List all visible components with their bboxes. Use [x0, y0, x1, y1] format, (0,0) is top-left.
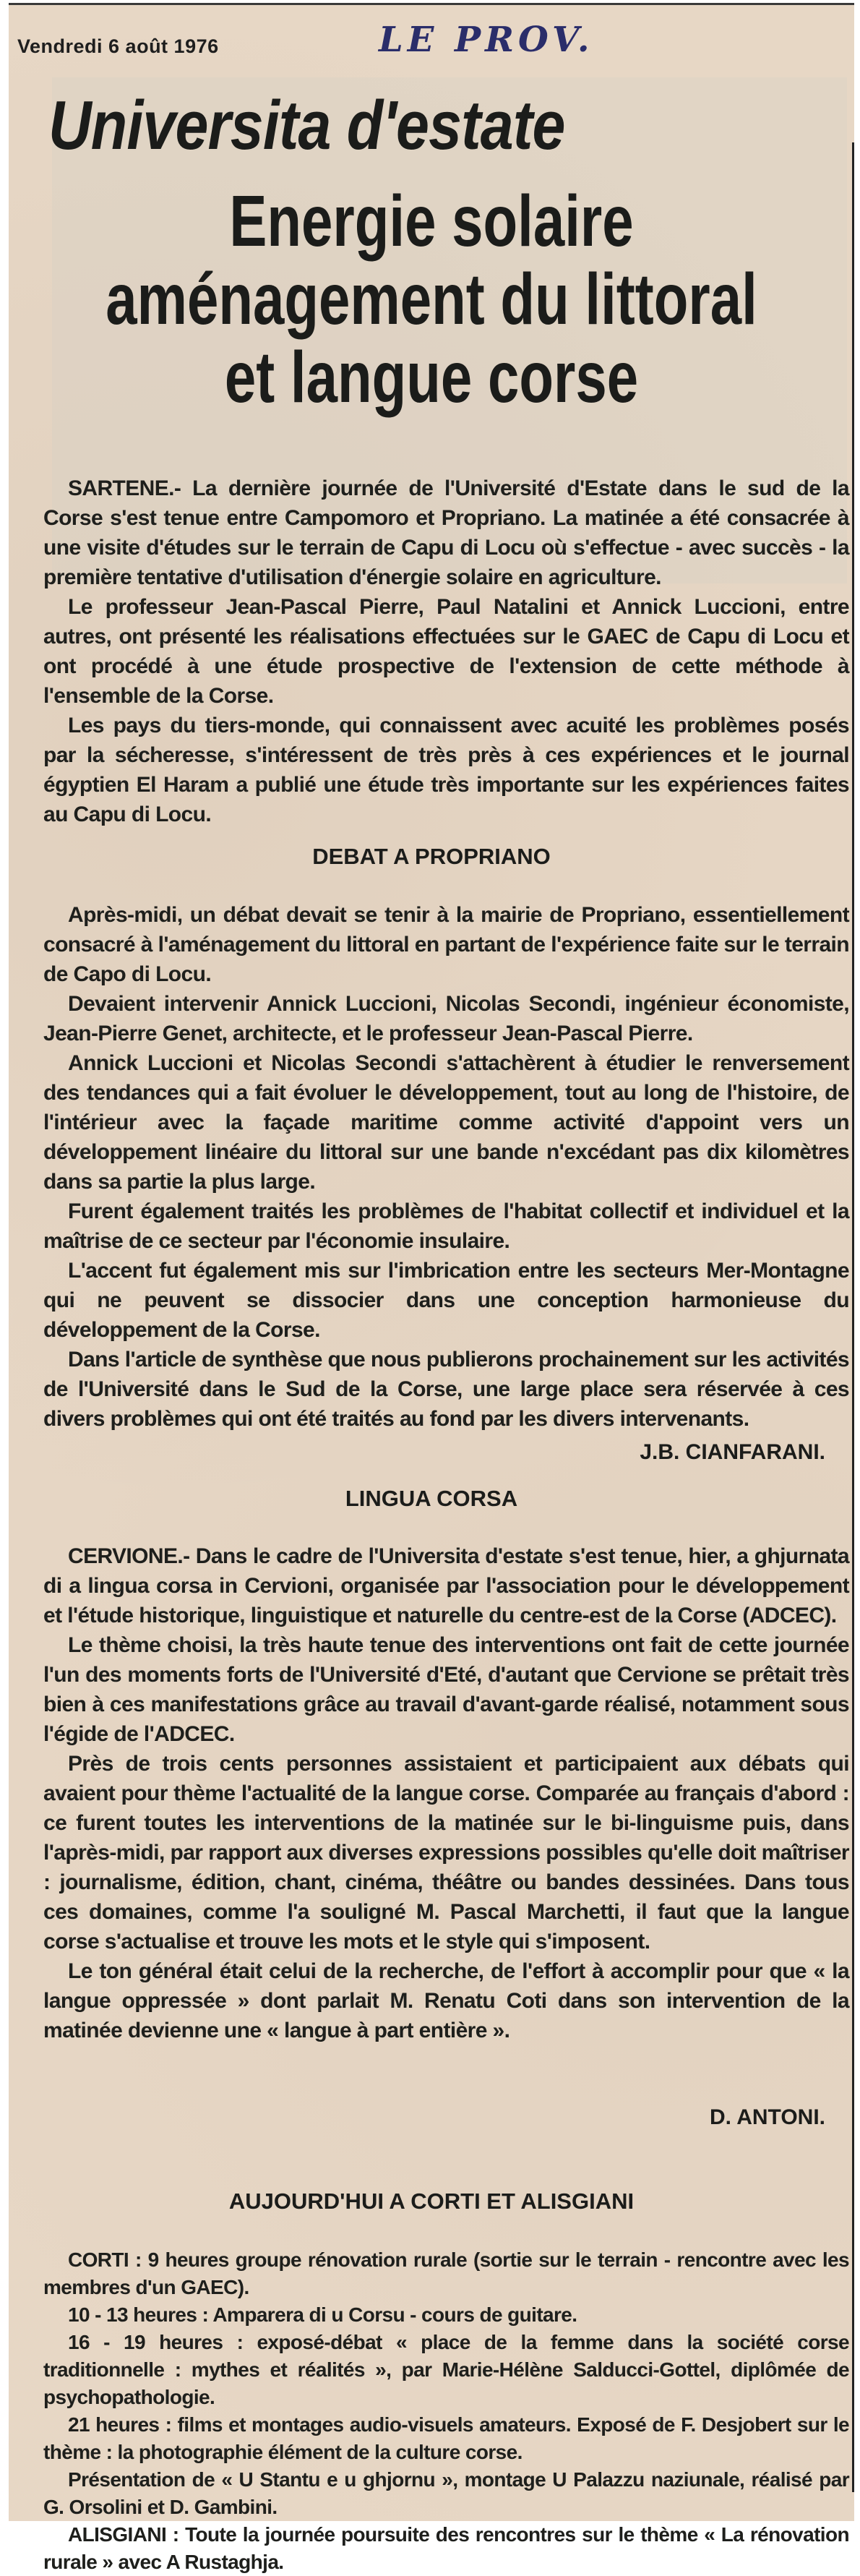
section-programme — [43, 2246, 849, 2576]
handwritten-source-note: LE PROV. — [379, 20, 594, 60]
headline-line: et langue corse — [224, 337, 639, 418]
paragraph: Après-midi, un débat devait se tenir à la mairie de Propriano, essentiellement consacré à l'aménagement du littoral en partant de l'expérience faite sur le terrain de Capo di Locu. — [43, 903, 849, 986]
section-debat — [43, 900, 849, 1434]
signature-antoni: D. ANTONI. — [709, 2105, 825, 2129]
programme-item: 10 - 13 heures : Amparera di u Corsu - cours de guitare. — [68, 2303, 577, 2326]
place-label: ALISGIANI : — [68, 2523, 179, 2546]
place-label: CORTI : — [68, 2248, 142, 2271]
programme-item: 16 - 19 heures : exposé-débat « place de la femme dans la société corse traditionnelle : mythes et réalités », par Marie-Hélène Salducci-Gottel, diplômée de psychopathologie. — [43, 2331, 849, 2408]
programme-item: Présentation de « U Stantu e u ghjornu », montage U Palazzu naziunale, réalisé par G. Orsolini et D. Gambini. — [43, 2468, 849, 2518]
paragraph: Furent également traités les problèmes de l'habitat collectif et individuel et la maîtrise de ce secteur par l'économie insulaire. — [43, 1199, 849, 1253]
headline — [9, 182, 854, 416]
column-rule — [852, 142, 854, 2492]
programme-item: CORTI : 9 heures groupe rénovation rurale (sortie sur le terrain - rencontre avec les membres d'un GAEC). — [43, 2248, 849, 2298]
paragraph: Le thème choisi, la très haute tenue des interventions ont fait de cette journée l'un des moments forts de l'Université d'Eté, d'autant que Cervione se prêtait très bien à ces manifestations grâce au travail d'avant-garde réalisé, notamment sous l'égide de l'ADCEC. — [43, 1633, 849, 1746]
place-label: SARTENE.- — [68, 476, 181, 500]
paragraph: CERVIONE.- Dans le cadre de l'Universita d'estate s'est tenue, hier, a ghjurnata di a lingua corsa in Cervioni, organisée par l'association pour le développement et l'étude historique, linguistique et naturelle du centre-est de la Corse (ADCEC). — [43, 1544, 849, 1627]
kicker-title: Universita d'estate — [48, 87, 565, 164]
paragraph: L'accent fut également mis sur l'imbrication entre les secteurs Mer-Montagne qui ne peuvent se dissocier dans une conception harmonieuse du développement de la Corse. — [43, 1259, 849, 1342]
subheading-programme: AUJOURD'HUI A CORTI ET ALISGIANI — [228, 2188, 635, 2214]
headline-line: aménagement du littoral — [106, 259, 757, 340]
programme-item: 21 heures : films et montages audio-visuels amateurs. Exposé de F. Desjobert sur le thème : la photographie élément de la culture corse. — [43, 2413, 849, 2463]
paragraph: Annick Luccioni et Nicolas Secondi s'attachèrent à étudier le renversement des tendances qui a fait évoluer le développement, tout au long de l'histoire, de l'intérieur avec la façade maritime comme activité d'appoint vers un développement linéaire du littoral sur une bande n'excédant pas dix kilomètres dans sa partie la plus large. — [43, 1051, 849, 1194]
programme-item: ALISGIANI : Toute la journée poursuite des rencontres sur le thème « La rénovation rurale » avec A Rustaghja. — [43, 2523, 849, 2573]
paragraph: Les pays du tiers-monde, qui connaissent avec acuité les problèmes posés par la sécheresse, s'intéressent de très près à ces expériences et le journal égyptien El Haram a publié une étude très importante sur les expériences faites au Capu di Locu. — [43, 714, 849, 826]
paragraph: Devaient intervenir Annick Luccioni, Nicolas Secondi, ingénieur économiste, Jean-Pierre Genet, architecte, et le professeur Jean-Pascal Pierre. — [43, 992, 849, 1045]
paragraph: Le ton général était celui de la recherche, de l'effort à accomplir pour que « la langue oppressée » dont parlait M. Renatu Coti dans son intervention de la matinée devienne une « langue à part entière ». — [43, 1959, 849, 2042]
place-label: CERVIONE.- — [68, 1544, 190, 1568]
signature-cianfarani: J.B. CIANFARANI. — [640, 1440, 825, 1464]
subheading-lingua-corsa: LINGUA CORSA — [345, 1486, 518, 1511]
section-lingua-corsa — [43, 1541, 849, 2045]
headline-line: Energie solaire — [229, 181, 634, 262]
paragraph: Dans l'article de synthèse que nous publierons prochainement sur les activités de l'Université dans le Sud de la Corse, une large place sera réservée à ces divers problèmes qui ont été traités au fond par les divers intervenants. — [43, 1348, 849, 1431]
paragraph: Le professeur Jean-Pascal Pierre, Paul Natalini et Annick Luccioni, entre autres, ont présenté les réalisations effectuées sur le GAEC de Capu di Locu et ont procédé à une étude prospective de l'extension de cette méthode à l'ensemble de la Corse. — [43, 595, 849, 708]
paragraph: SARTENE.- La dernière journée de l'Université d'Estate dans le sud de la Corse s'est tenue entre Campomoro et Propriano. La matinée a été consacrée à une visite d'études sur le terrain de Capu di Locu où s'effectue - avec succès - la première tentative d'utilisation d'énergie solaire en agriculture. — [43, 476, 849, 589]
subheading-debat: DEBAT A PROPRIANO — [312, 844, 551, 869]
section-sartene — [43, 474, 849, 829]
newspaper-clipping — [9, 3, 854, 2573]
dateline: Vendredi 6 août 1976 — [17, 35, 219, 57]
paragraph: Près de trois cents personnes assistaient et participaient aux débats qui avaient pour thème l'actualité de la langue corse. Comparée au français d'abord : ce furent toutes les interventions de la matinée sur le bi-linguisme puis, dans l'après-midi, par rapport aux diverses expressions possibles qu'elle doit maîtriser : journalisme, édition, chant, cinéma, théâtre ou bandes dessinées. Dans tous ces domaines, comme l'a souligné M. Pascal Marchetti, il faut que la langue corse s'actualise et trouve les mots et le style qui s'imposent. — [43, 1752, 849, 1954]
